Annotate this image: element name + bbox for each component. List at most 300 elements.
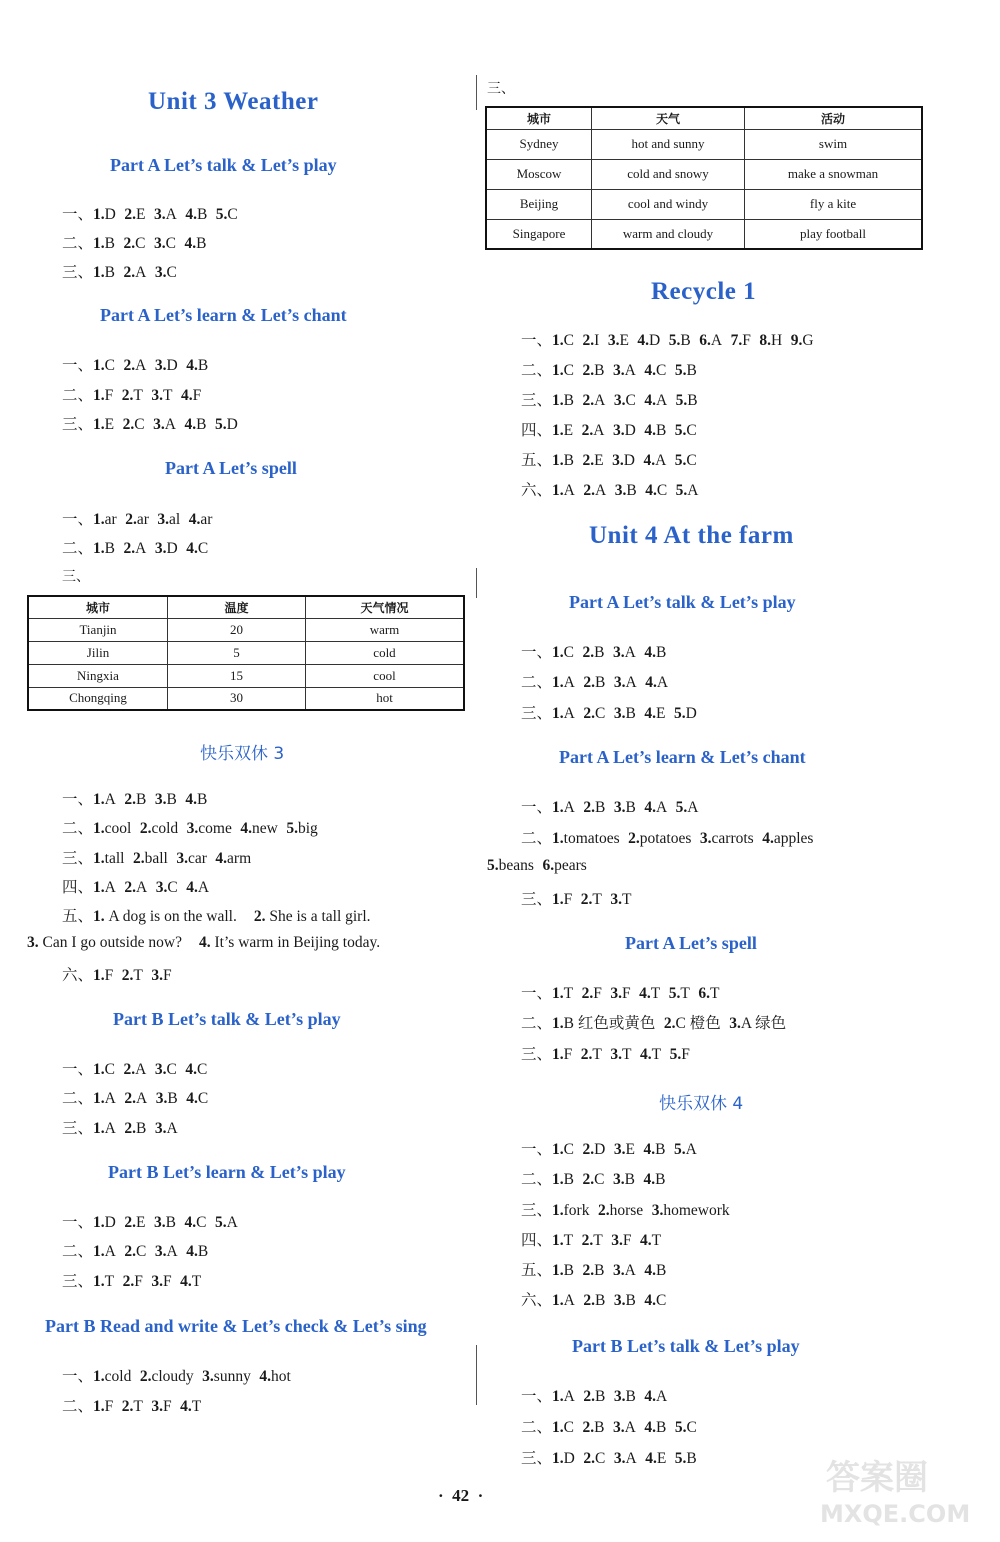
question-number: 2.: [580, 891, 593, 908]
answer-value: C: [196, 1214, 207, 1231]
answer-value: H: [770, 332, 783, 349]
answer-value: B: [594, 1419, 605, 1436]
question-number: 1.: [93, 1398, 105, 1415]
question-number: 1.: [552, 332, 564, 349]
question-number: 2.: [581, 1232, 594, 1249]
answer-value: D: [104, 1214, 116, 1231]
question-number: 5.: [214, 416, 227, 433]
answer-value: come: [198, 820, 232, 837]
answer-value: B: [655, 1141, 666, 1158]
answer-value: A: [685, 1141, 697, 1158]
question-number: 4.: [644, 422, 656, 439]
question-number: 4.: [762, 830, 774, 847]
answer-value: B: [686, 1450, 697, 1467]
answer-value: C: [686, 452, 697, 469]
answer-value: A: [655, 392, 668, 409]
question-number: 5.: [668, 985, 681, 1002]
answer-value: T: [563, 1232, 574, 1249]
section-marker: 三、: [521, 1046, 553, 1063]
page-number: · 42 ·: [438, 1486, 484, 1505]
question-number: 4.: [184, 416, 197, 433]
unit3-partB-learn-title: Part B Let’s learn & Let’s play: [108, 1162, 346, 1182]
answer-line: [521, 701, 697, 723]
question-number: 3.: [151, 387, 164, 404]
answer-value: hot: [270, 1368, 291, 1385]
answer-value: A: [135, 264, 147, 281]
watermark-logo: 答案圈: [826, 1458, 928, 1498]
answer-line: [62, 202, 238, 224]
question-number: 1.: [552, 1419, 564, 1436]
unit3-partB-read-title: Part B Read and write & Let’s check & Let’s sing: [45, 1316, 427, 1336]
question-number: 3.: [155, 1090, 168, 1107]
answer-value: C: [563, 1141, 574, 1158]
question-number: 3.: [153, 416, 165, 433]
section-marker: 二、: [62, 387, 94, 404]
question-number: 2.: [583, 482, 595, 499]
answer-value: B: [625, 1292, 636, 1309]
answer-value: A 绿色: [740, 1015, 787, 1032]
section-marker: 四、: [521, 1232, 553, 1249]
question-number: 4.: [643, 1141, 656, 1158]
activity-table: [485, 106, 923, 250]
question-number: 3.: [614, 482, 627, 499]
question-number: 1.: [552, 644, 564, 661]
question-number: 1.: [93, 1368, 105, 1385]
section-marker: 二、: [62, 235, 94, 252]
question-number: 1.: [552, 1171, 564, 1188]
question-number: 3.: [154, 357, 167, 374]
answer-value: homework: [663, 1202, 730, 1219]
unit3-partB-talk-title: Part B Let’s talk & Let’s play: [113, 1009, 341, 1029]
question-number: 3.: [151, 1273, 164, 1290]
unit4-partB-talk-title: Part B Let’s talk & Let’s play: [572, 1336, 800, 1356]
answer-value: A: [625, 1450, 637, 1467]
answer-value: A: [135, 540, 147, 557]
question-number: 4.: [185, 1061, 197, 1078]
question-number: 3.: [151, 1398, 164, 1415]
question-number: 5.: [674, 422, 687, 439]
answer-value: D: [594, 1141, 606, 1158]
question-number: 3.: [154, 1120, 167, 1137]
section-marker: 一、: [521, 332, 553, 349]
answer-value: B: [563, 1262, 574, 1279]
answer-value: ar: [104, 511, 117, 528]
question-number: 4.: [184, 235, 197, 252]
question-number: 1.: [93, 791, 105, 808]
section-marker: 一、: [521, 1141, 553, 1158]
question-number: 2.: [628, 830, 640, 847]
question-number: 4.: [645, 482, 657, 499]
question-number: 5.: [668, 332, 681, 349]
question-number: 4.: [188, 511, 201, 528]
answer-value: F: [104, 1398, 114, 1415]
answer-value: C: [104, 357, 115, 374]
question-number: 2.: [582, 1171, 595, 1188]
question-number: 1.: [552, 1262, 564, 1279]
question-number: 3.: [153, 235, 166, 252]
question-number: 4.: [640, 1046, 652, 1063]
question-number: 2.: [582, 1141, 595, 1158]
answer-value: T: [650, 985, 661, 1002]
question-number: 4.: [186, 357, 198, 374]
answer-value: B: [135, 791, 147, 808]
table-cell: play football: [745, 219, 923, 249]
answer-line: [521, 358, 697, 380]
answer-value: cold: [151, 820, 179, 837]
table-label: 三、: [62, 569, 90, 585]
table-cell: 30: [168, 687, 306, 710]
answer-value: B: [594, 1292, 606, 1309]
answer-value: C: [134, 416, 145, 433]
answer-value: B: [625, 705, 636, 722]
question-number: 3.: [612, 362, 625, 379]
answer-value: B: [655, 1262, 667, 1279]
answer-value: T: [592, 1046, 602, 1063]
table-cell: warm and cloudy: [592, 219, 745, 249]
answer-value: T: [592, 891, 602, 908]
answer-value: B: [594, 674, 606, 691]
question-number: 4.: [643, 452, 656, 469]
answer-value: A: [655, 452, 667, 469]
answer-value: B: [104, 235, 115, 252]
question-number: 3.: [151, 967, 164, 984]
section-marker: 一、: [62, 511, 94, 528]
answer-value: F: [192, 387, 202, 404]
question-number: 6.: [698, 985, 710, 1002]
answer-value: F: [681, 1046, 690, 1063]
question-number: 1.: [93, 820, 105, 837]
question-number: 2.: [124, 1120, 136, 1137]
answer-value: T: [133, 387, 143, 404]
answer-value: A: [594, 482, 607, 499]
question-number: 2.: [582, 644, 595, 661]
question-number: 4.: [185, 206, 197, 223]
question-number: 1.: [93, 967, 105, 984]
question-number: 3.: [153, 206, 166, 223]
table-header: 温度: [168, 596, 306, 618]
table-cell: Jilin: [28, 641, 168, 664]
section-marker: 二、: [62, 540, 94, 557]
answer-line: [62, 1116, 178, 1138]
unit3-partA-spell-title: Part A Let’s spell: [165, 458, 297, 478]
answer-value: ar: [200, 511, 213, 528]
answer-value: tomatoes: [563, 830, 620, 847]
question-number: 1.: [552, 830, 564, 847]
answer-line: [521, 1288, 666, 1310]
answer-line: [521, 887, 631, 909]
answer-line: [62, 875, 209, 897]
question-number: 2.: [597, 1202, 610, 1219]
question-number: 1.: [93, 235, 105, 252]
question-number: 2.: [583, 1292, 595, 1309]
answer-value: D: [685, 705, 697, 722]
answer-value: T: [133, 1398, 143, 1415]
table-cell: warm: [306, 618, 465, 641]
answer-value: A: [625, 674, 637, 691]
section-marker: 三、: [521, 1450, 553, 1467]
table-cell: Beijing: [486, 189, 592, 219]
question-number: 3.: [154, 264, 167, 281]
question-number: 1.: [93, 1090, 105, 1107]
question-number: 2.: [583, 674, 595, 691]
answer-value: B: [135, 1120, 147, 1137]
answer-line: [521, 1384, 667, 1406]
question-number: 4.: [640, 1232, 652, 1249]
section-marker: 四、: [521, 422, 553, 439]
answer-value: C: [563, 362, 574, 379]
answer-value: A: [624, 1262, 636, 1279]
question-number: 5.: [675, 799, 688, 816]
happy4-title: 快乐双休 4: [659, 1094, 744, 1114]
answer-value: T: [651, 1046, 662, 1063]
question-number: 4.: [184, 1214, 197, 1231]
question-number: 1.: [93, 1061, 105, 1078]
answer-value: D: [166, 357, 178, 374]
answer-value: A: [624, 1419, 636, 1436]
answer-value: A: [104, 879, 116, 896]
answer-value: A: [563, 705, 575, 722]
answer-value: I: [594, 332, 600, 349]
answer-line: [62, 846, 251, 868]
question-number: 1.: [552, 705, 564, 722]
answer-value: A: [166, 1120, 178, 1137]
answer-value: A: [197, 879, 210, 896]
answer-value: A: [563, 799, 575, 816]
answer-value: cool: [104, 820, 132, 837]
question-number: 2.: [582, 392, 595, 409]
answer-value: C: [594, 1171, 605, 1188]
table-row: [28, 687, 464, 710]
answer-value: potatoes: [639, 830, 692, 847]
answer-value: B: [655, 1419, 667, 1436]
answer-value: C: [594, 1450, 606, 1467]
question-number: 3.: [202, 1368, 214, 1385]
answer-value: D: [104, 206, 116, 223]
answer-value: T: [163, 387, 173, 404]
question-number: 2.: [124, 1090, 136, 1107]
answer-line: [521, 1446, 697, 1468]
question-number: 4.: [644, 799, 656, 816]
answer-value: A: [104, 791, 116, 808]
question-number: 2.: [124, 206, 136, 223]
table-row: [486, 189, 922, 219]
answer-value: C: [104, 1061, 115, 1078]
question-number: 3.: [153, 1214, 166, 1231]
question-number: 3.: [176, 850, 188, 867]
sentence-line: 五、1. A dog is on the wall. 2. She is a tall girl.: [62, 908, 371, 925]
answer-value: C: [594, 705, 606, 722]
table-row: [486, 219, 922, 249]
answer-line: [62, 963, 172, 985]
answer-value: B: [196, 235, 207, 252]
table-cell: fly a kite: [745, 189, 923, 219]
answer-value: A: [624, 644, 636, 661]
section-marker: 一、: [62, 357, 94, 374]
temperature-table: [27, 595, 465, 711]
question-number: 3.: [186, 820, 199, 837]
table-row: [486, 159, 922, 189]
answer-value: T: [651, 1232, 662, 1249]
section-marker: 一、: [521, 799, 553, 816]
section-marker: 三、: [521, 392, 553, 409]
question-number: 1.: [552, 1292, 564, 1309]
answer-line: [62, 816, 318, 838]
table-row: [28, 664, 464, 687]
question-number: 2.: [581, 422, 594, 439]
question-number: 5.: [487, 857, 499, 874]
answer-value: A: [563, 1388, 575, 1405]
answer-value: C: [563, 1419, 574, 1436]
answer-value: sunny: [213, 1368, 251, 1385]
answer-value: B: [167, 1090, 178, 1107]
question-number: 4.: [186, 879, 198, 896]
question-number: 1.: [552, 1388, 564, 1405]
answer-value: F: [163, 967, 172, 984]
answer-value: B: [197, 357, 209, 374]
answer-value: D: [624, 422, 636, 439]
question-number: 4.: [180, 1398, 192, 1415]
question-number: 2.: [123, 357, 136, 374]
question-number: 5.: [215, 206, 228, 223]
answer-value: new: [252, 820, 278, 837]
question-number: 2.: [583, 799, 595, 816]
question-number: 4.: [185, 791, 197, 808]
answer-line: [521, 418, 697, 440]
question-number: 2.: [583, 1388, 595, 1405]
answer-value: E: [563, 422, 574, 439]
watermark-url: MXQE.COM: [820, 1500, 971, 1528]
answer-value: A: [563, 674, 575, 691]
section-marker: 二、: [521, 1015, 553, 1032]
answer-value: B: [594, 1388, 606, 1405]
answer-line: [521, 795, 699, 817]
answer-line: [521, 826, 813, 848]
question-number: 5.: [675, 482, 688, 499]
answer-value: B: [594, 1262, 605, 1279]
question-number: 2.: [123, 1061, 136, 1078]
question-number: 2.: [124, 1243, 136, 1260]
question-number: 3.: [607, 332, 620, 349]
answer-value: C: [563, 644, 574, 661]
answer-value: arm: [227, 850, 252, 867]
table-header: 城市: [486, 107, 592, 129]
recycle1-title: Recycle 1: [651, 278, 757, 305]
answer-value: B: [594, 644, 605, 661]
section-marker: 一、: [521, 985, 553, 1002]
answer-value: A: [593, 422, 605, 439]
table-cell: cool and windy: [592, 189, 745, 219]
question-number: 2.: [125, 511, 137, 528]
question-number: 3.: [613, 799, 626, 816]
answer-value: D: [649, 332, 661, 349]
section-marker: 一、: [521, 1388, 553, 1405]
answer-value: car: [187, 850, 207, 867]
question-number: 4.: [645, 1450, 657, 1467]
question-number: 2.: [139, 820, 152, 837]
answer-value: A: [165, 206, 177, 223]
question-number: 3.: [612, 1171, 625, 1188]
answer-line: [62, 1394, 201, 1416]
question-number: 1.: [552, 482, 564, 499]
answer-value: B: [655, 644, 667, 661]
unit3-partA-talk-title: Part A Let’s talk & Let’s play: [110, 155, 337, 175]
answer-value: B: [687, 392, 698, 409]
question-number: 1.: [552, 362, 564, 379]
section-marker: 三、: [62, 416, 94, 433]
section-marker: 一、: [62, 1368, 94, 1385]
answer-line: [521, 1415, 697, 1437]
question-number: 4.: [181, 387, 193, 404]
question-number: 5.: [674, 362, 687, 379]
question-number: 2.: [123, 235, 136, 252]
question-number: 4.: [644, 392, 656, 409]
question-number: 4.: [644, 1262, 656, 1279]
answer-value: T: [622, 891, 632, 908]
answer-value: G: [802, 332, 814, 349]
section-marker: 二、: [62, 820, 94, 837]
question-number: 1.: [93, 387, 105, 404]
answer-line: [487, 857, 587, 875]
section-marker: 五、: [521, 452, 553, 469]
answer-line: [62, 1086, 208, 1108]
question-number: 2.: [121, 967, 134, 984]
question-number: 4.: [259, 1368, 271, 1385]
question-number: 2.: [132, 850, 145, 867]
table-cell: cold: [306, 641, 465, 664]
answer-value: A: [226, 1214, 238, 1231]
answer-value: T: [622, 1046, 632, 1063]
table-cell: Moscow: [486, 159, 592, 189]
question-number: 4.: [215, 850, 228, 867]
answer-value: F: [622, 985, 631, 1002]
question-number: 1.: [552, 985, 564, 1002]
answer-value: C: [655, 362, 667, 379]
section-marker: 三、: [521, 705, 553, 722]
answer-line: [521, 328, 814, 350]
answer-value: C 橙色: [675, 1015, 721, 1032]
answer-value: F: [563, 1046, 573, 1063]
answer-value: F: [163, 1273, 172, 1290]
question-number: 2.: [583, 705, 595, 722]
table-cell: cool: [306, 664, 465, 687]
answer-value: B: [563, 1171, 574, 1188]
section-marker: 五、: [521, 1262, 553, 1279]
question-number: 1.: [552, 392, 564, 409]
section-marker: 二、: [521, 830, 553, 847]
answer-value: E: [656, 1450, 667, 1467]
answer-value: E: [655, 705, 666, 722]
answer-line: [62, 536, 208, 558]
answer-value: T: [710, 985, 720, 1002]
answer-value: F: [563, 891, 573, 908]
answer-line: [521, 1228, 661, 1250]
answer-value: A: [710, 332, 723, 349]
section-marker: 六、: [521, 482, 553, 499]
question-number: 3.: [612, 422, 625, 439]
answer-value: T: [104, 1273, 115, 1290]
answer-value: B: [625, 799, 636, 816]
question-number: 4.: [240, 820, 253, 837]
question-number: 1.: [93, 1214, 105, 1231]
question-number: 1.: [552, 674, 564, 691]
question-number: 3.: [610, 1046, 623, 1063]
answer-value: C: [686, 422, 697, 439]
answer-value: B: [594, 362, 605, 379]
table-cell: make a snowman: [745, 159, 923, 189]
answer-line: [521, 1198, 730, 1220]
table-cell: 20: [168, 618, 306, 641]
answer-value: D: [623, 452, 635, 469]
